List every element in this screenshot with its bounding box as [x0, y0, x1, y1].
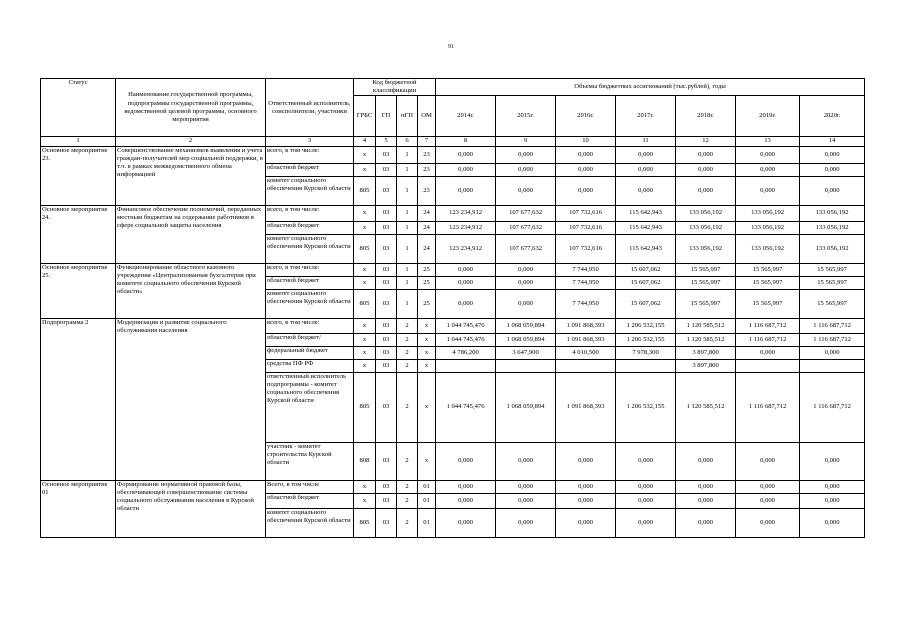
- amount-cell: 0,000: [436, 146, 496, 163]
- amount-cell: 0,000: [800, 493, 865, 508]
- amount-cell: [556, 359, 616, 372]
- amount-cell: 115 642,943: [616, 205, 676, 221]
- amount-cell: 15 607,062: [616, 276, 676, 289]
- amount-cell: 0,000: [496, 480, 556, 493]
- table-row: [41, 263, 865, 276]
- amount-cell: 0,000: [556, 163, 616, 176]
- amount-cell: 0,000: [616, 480, 676, 493]
- amount-cell: [736, 359, 800, 372]
- amount-cell: 1 120 585,512: [676, 333, 736, 346]
- responsible-cell: областной бюджет: [266, 163, 354, 176]
- program-name-cell: Финансовое обеспечение полномочий, переданных местным бюджетам на содержание работников в сфере социальной защиты населения: [116, 205, 266, 263]
- header-name: Наименование государственной программы, подпрограммы государственной программы, ведомственной целевой программы, основного мероприятия: [116, 79, 266, 137]
- responsible-cell: федеральный бюджет: [266, 346, 354, 359]
- pgp-cell: 2: [397, 442, 418, 480]
- amount-cell: 1 116 687,712: [800, 333, 865, 346]
- amount-cell: 0,000: [676, 508, 736, 537]
- pgp-cell: 1: [397, 205, 418, 221]
- pgp-cell: 1: [397, 276, 418, 289]
- pgp-cell: 2: [397, 493, 418, 508]
- grbs-cell: х: [354, 263, 376, 276]
- amount-cell: 7 744,950: [556, 276, 616, 289]
- gp-cell: 03: [376, 346, 397, 359]
- amount-cell: 15 607,062: [616, 289, 676, 318]
- status-cell: Основное мероприятие 23.: [41, 146, 116, 205]
- header-col-number: 13: [736, 137, 800, 146]
- amount-cell: 0,000: [556, 493, 616, 508]
- amount-cell: 0,000: [436, 480, 496, 493]
- amount-cell: 0,000: [676, 163, 736, 176]
- om-cell: 24: [418, 221, 436, 234]
- amount-cell: 0,000: [736, 163, 800, 176]
- table-row: [41, 480, 865, 493]
- amount-cell: 3 897,800: [676, 359, 736, 372]
- program-name-cell: Функционирование областного казенного учреждения «Централизованная бухгалтерия при комитете социального обеспечения Курской области»: [116, 263, 266, 318]
- om-cell: 23: [418, 176, 436, 205]
- amount-cell: 7 744,950: [556, 289, 616, 318]
- amount-cell: 0,000: [676, 442, 736, 480]
- grbs-cell: х: [354, 205, 376, 221]
- om-cell: 24: [418, 234, 436, 263]
- table-row: [41, 318, 865, 333]
- amount-cell: 1 044 745,476: [436, 333, 496, 346]
- amount-cell: 0,000: [616, 163, 676, 176]
- pgp-cell: 2: [397, 480, 418, 493]
- amount-cell: 133 056,192: [800, 205, 865, 221]
- header-col-number: 14: [800, 137, 865, 146]
- pgp-cell: 1: [397, 263, 418, 276]
- amount-cell: 0,000: [736, 493, 800, 508]
- header-col-number: 11: [616, 137, 676, 146]
- amount-cell: 1 206 532,155: [616, 333, 676, 346]
- budget-table: [40, 78, 865, 538]
- om-cell: 01: [418, 508, 436, 537]
- header-code-group: Код бюджетной классификации: [354, 79, 436, 96]
- amount-cell: 0,000: [616, 146, 676, 163]
- amount-cell: 133 056,192: [736, 205, 800, 221]
- amount-cell: 1 116 687,712: [736, 372, 800, 442]
- amount-cell: 0,000: [436, 176, 496, 205]
- gp-cell: 03: [376, 176, 397, 205]
- om-cell: 01: [418, 480, 436, 493]
- gp-cell: 03: [376, 333, 397, 346]
- header-code-col: ГРБС: [354, 96, 376, 137]
- om-cell: х: [418, 359, 436, 372]
- responsible-cell: всего, в том числе:: [266, 146, 354, 163]
- amount-cell: 0,000: [436, 263, 496, 276]
- amount-cell: 3 897,800: [676, 346, 736, 359]
- grbs-cell: 805: [354, 234, 376, 263]
- amount-cell: 0,000: [436, 276, 496, 289]
- grbs-cell: х: [354, 493, 376, 508]
- gp-cell: 03: [376, 318, 397, 333]
- om-cell: х: [418, 442, 436, 480]
- responsible-cell: ответственный исполнитель подпрограммы - комитет социального обеспечения Курской области: [266, 372, 354, 442]
- amount-cell: [616, 359, 676, 372]
- header-year: 2019г.: [736, 96, 800, 137]
- om-cell: 01: [418, 493, 436, 508]
- responsible-cell: всего, в том числе:: [266, 263, 354, 276]
- status-cell: Основное мероприятие 25.: [41, 263, 116, 318]
- pgp-cell: 1: [397, 234, 418, 263]
- amount-cell: 107 677,632: [496, 221, 556, 234]
- amount-cell: 0,000: [736, 146, 800, 163]
- program-name-cell: Модернизация и развитие социального обслуживания населения: [116, 318, 266, 480]
- amount-cell: 123 234,912: [436, 205, 496, 221]
- amount-cell: 0,000: [556, 146, 616, 163]
- amount-cell: 0,000: [676, 176, 736, 205]
- header-code-col: ОМ: [418, 96, 436, 137]
- amount-cell: 1 068 059,894: [496, 318, 556, 333]
- amount-cell: 1 091 868,393: [556, 333, 616, 346]
- page-number: 91: [448, 44, 454, 50]
- gp-cell: 03: [376, 372, 397, 442]
- amount-cell: 7 978,300: [616, 346, 676, 359]
- grbs-cell: 805: [354, 372, 376, 442]
- header-year: 2017г.: [616, 96, 676, 137]
- amount-cell: 0,000: [616, 442, 676, 480]
- amount-cell: 133 056,192: [800, 221, 865, 234]
- header-col-number: 3: [266, 137, 354, 146]
- amount-cell: 107 677,632: [496, 205, 556, 221]
- amount-cell: 115 642,943: [616, 234, 676, 263]
- om-cell: 25: [418, 263, 436, 276]
- header-col-number: 5: [376, 137, 397, 146]
- amount-cell: 0,000: [800, 480, 865, 493]
- pgp-cell: 1: [397, 289, 418, 318]
- grbs-cell: х: [354, 276, 376, 289]
- responsible-cell: всего, в том числе:: [266, 318, 354, 333]
- amount-cell: 0,000: [496, 176, 556, 205]
- grbs-cell: х: [354, 163, 376, 176]
- om-cell: 23: [418, 163, 436, 176]
- amount-cell: 0,000: [736, 480, 800, 493]
- om-cell: 25: [418, 276, 436, 289]
- amount-cell: 0,000: [616, 508, 676, 537]
- amount-cell: 107 732,616: [556, 234, 616, 263]
- amount-cell: 15 565,997: [736, 263, 800, 276]
- amount-cell: 1 091 868,393: [556, 318, 616, 333]
- amount-cell: 1 068 059,894: [496, 333, 556, 346]
- om-cell: 23: [418, 146, 436, 163]
- amount-cell: 1 068 059,894: [496, 372, 556, 442]
- header-volumes-group: Объемы бюджетных ассигнований (тыс.рублей), годы: [436, 79, 865, 96]
- amount-cell: 0,000: [496, 276, 556, 289]
- amount-cell: 0,000: [736, 508, 800, 537]
- status-cell: Основное мероприятие 24.: [41, 205, 116, 263]
- amount-cell: 0,000: [496, 263, 556, 276]
- amount-cell: 0,000: [496, 289, 556, 318]
- amount-cell: 0,000: [436, 493, 496, 508]
- gp-cell: 03: [376, 276, 397, 289]
- amount-cell: 1 116 687,712: [736, 318, 800, 333]
- header-col-number: 8: [436, 137, 496, 146]
- amount-cell: 0,000: [496, 493, 556, 508]
- amount-cell: 1 116 687,712: [736, 333, 800, 346]
- om-cell: 25: [418, 289, 436, 318]
- program-name-cell: Совершенствование механизмов выявления и учета граждан-получателей мер социальной поддержки, в т.ч. в рамках межведомственного обмена информацией: [116, 146, 266, 205]
- amount-cell: 0,000: [496, 146, 556, 163]
- amount-cell: 3 647,900: [496, 346, 556, 359]
- header-year: 2018г.: [676, 96, 736, 137]
- amount-cell: 0,000: [800, 146, 865, 163]
- amount-cell: 0,000: [436, 289, 496, 318]
- pgp-cell: 1: [397, 163, 418, 176]
- gp-cell: 03: [376, 359, 397, 372]
- amount-cell: 0,000: [676, 146, 736, 163]
- header-status: Статус: [41, 79, 116, 137]
- amount-cell: 0,000: [800, 442, 865, 480]
- responsible-cell: комитет социального обеспечения Курской области: [266, 508, 354, 537]
- amount-cell: [800, 359, 865, 372]
- grbs-cell: 805: [354, 176, 376, 205]
- responsible-cell: участник - комитет строительства Курской области: [266, 442, 354, 480]
- pgp-cell: 2: [397, 318, 418, 333]
- amount-cell: 115 642,943: [616, 221, 676, 234]
- grbs-cell: 808: [354, 442, 376, 480]
- gp-cell: 03: [376, 442, 397, 480]
- amount-cell: 0,000: [616, 493, 676, 508]
- responsible-cell: комитет социального обеспечения Курской области: [266, 234, 354, 263]
- header-col-number: 12: [676, 137, 736, 146]
- amount-cell: 1 044 745,476: [436, 318, 496, 333]
- om-cell: х: [418, 372, 436, 442]
- pgp-cell: 2: [397, 333, 418, 346]
- header-col-number: 6: [397, 137, 418, 146]
- amount-cell: 15 565,997: [800, 289, 865, 318]
- amount-cell: 15 565,997: [736, 289, 800, 318]
- responsible-cell: средства ПФ РФ: [266, 359, 354, 372]
- amount-cell: 0,000: [436, 442, 496, 480]
- gp-cell: 03: [376, 508, 397, 537]
- pgp-cell: 1: [397, 146, 418, 163]
- amount-cell: [496, 359, 556, 372]
- header-year: 2020г.: [800, 96, 865, 137]
- responsible-cell: Всего, в том числе: [266, 480, 354, 493]
- gp-cell: 03: [376, 493, 397, 508]
- gp-cell: 03: [376, 480, 397, 493]
- pgp-cell: 1: [397, 221, 418, 234]
- amount-cell: 0,000: [496, 442, 556, 480]
- amount-cell: [436, 359, 496, 372]
- responsible-cell: областной бюджет: [266, 221, 354, 234]
- amount-cell: 0,000: [800, 508, 865, 537]
- amount-cell: 15 565,997: [676, 276, 736, 289]
- pgp-cell: 2: [397, 359, 418, 372]
- amount-cell: 133 056,192: [736, 221, 800, 234]
- amount-cell: 1 044 745,476: [436, 372, 496, 442]
- responsible-cell: областной бюджет/: [266, 333, 354, 346]
- amount-cell: 133 056,192: [676, 221, 736, 234]
- amount-cell: 107 732,616: [556, 205, 616, 221]
- header-col-number: 7: [418, 137, 436, 146]
- gp-cell: 03: [376, 146, 397, 163]
- responsible-cell: комитет социального обеспечения Курской области: [266, 289, 354, 318]
- header-col-number: 4: [354, 137, 376, 146]
- amount-cell: 0,000: [556, 176, 616, 205]
- table-row: [41, 146, 865, 163]
- grbs-cell: х: [354, 359, 376, 372]
- amount-cell: 1 206 532,155: [616, 318, 676, 333]
- grbs-cell: х: [354, 333, 376, 346]
- amount-cell: 15 565,997: [800, 276, 865, 289]
- gp-cell: 03: [376, 221, 397, 234]
- amount-cell: 1 116 687,712: [800, 372, 865, 442]
- amount-cell: 133 056,192: [800, 234, 865, 263]
- amount-cell: 15 565,997: [736, 276, 800, 289]
- amount-cell: 123 234,912: [436, 234, 496, 263]
- amount-cell: 0,000: [736, 346, 800, 359]
- grbs-cell: х: [354, 480, 376, 493]
- grbs-cell: 805: [354, 289, 376, 318]
- amount-cell: 0,000: [800, 346, 865, 359]
- header-year: 2016г.: [556, 96, 616, 137]
- amount-cell: 1 116 687,712: [800, 318, 865, 333]
- header-col-number: 9: [496, 137, 556, 146]
- amount-cell: 15 565,997: [800, 263, 865, 276]
- amount-cell: 15 607,062: [616, 263, 676, 276]
- om-cell: 24: [418, 205, 436, 221]
- amount-cell: 4 786,200: [436, 346, 496, 359]
- amount-cell: 133 056,192: [736, 234, 800, 263]
- gp-cell: 03: [376, 234, 397, 263]
- amount-cell: 133 056,192: [676, 205, 736, 221]
- grbs-cell: х: [354, 318, 376, 333]
- responsible-cell: комитет социального обеспечения Курской области: [266, 176, 354, 205]
- om-cell: х: [418, 318, 436, 333]
- program-name-cell: Формирование нормативной правовой базы, обеспечивающей совершенствование системы социального обслуживания населения в Курской области: [116, 480, 266, 537]
- amount-cell: 0,000: [496, 163, 556, 176]
- gp-cell: 03: [376, 289, 397, 318]
- gp-cell: 03: [376, 263, 397, 276]
- status-cell: Основное мероприятие 01: [41, 480, 116, 537]
- amount-cell: 7 744,950: [556, 263, 616, 276]
- amount-cell: 0,000: [556, 442, 616, 480]
- table-body: [41, 146, 865, 537]
- grbs-cell: 805: [354, 508, 376, 537]
- amount-cell: 15 565,997: [676, 289, 736, 318]
- header-year: 2015г.: [496, 96, 556, 137]
- pgp-cell: 2: [397, 508, 418, 537]
- amount-cell: 0,000: [556, 480, 616, 493]
- amount-cell: 123 234,912: [436, 221, 496, 234]
- pgp-cell: 1: [397, 176, 418, 205]
- amount-cell: 0,000: [676, 480, 736, 493]
- om-cell: х: [418, 333, 436, 346]
- amount-cell: 0,000: [616, 176, 676, 205]
- header-code-col: ГП: [376, 96, 397, 137]
- amount-cell: 133 056,192: [676, 234, 736, 263]
- header-year: 2014г.: [436, 96, 496, 137]
- amount-cell: 1 120 585,512: [676, 318, 736, 333]
- table-row: [41, 205, 865, 221]
- responsible-cell: областной бюджет: [266, 276, 354, 289]
- amount-cell: 107 677,632: [496, 234, 556, 263]
- amount-cell: 0,000: [436, 163, 496, 176]
- header-col-number: 10: [556, 137, 616, 146]
- amount-cell: 4 010,500: [556, 346, 616, 359]
- amount-cell: 107 732,616: [556, 221, 616, 234]
- header-col-number: 1: [41, 137, 116, 146]
- grbs-cell: х: [354, 346, 376, 359]
- table-header: [41, 79, 865, 147]
- amount-cell: 0,000: [496, 508, 556, 537]
- responsible-cell: всего, в том числе:: [266, 205, 354, 221]
- pgp-cell: 2: [397, 372, 418, 442]
- pgp-cell: 2: [397, 346, 418, 359]
- amount-cell: 0,000: [736, 176, 800, 205]
- om-cell: х: [418, 346, 436, 359]
- gp-cell: 03: [376, 163, 397, 176]
- amount-cell: 0,000: [556, 508, 616, 537]
- amount-cell: 0,000: [436, 508, 496, 537]
- amount-cell: 0,000: [800, 163, 865, 176]
- status-cell: Подпрограмма 2: [41, 318, 116, 480]
- grbs-cell: х: [354, 221, 376, 234]
- amount-cell: 1 120 585,512: [676, 372, 736, 442]
- header-col-number: 2: [116, 137, 266, 146]
- amount-cell: 0,000: [736, 442, 800, 480]
- grbs-cell: х: [354, 146, 376, 163]
- amount-cell: 0,000: [676, 493, 736, 508]
- amount-cell: 15 565,997: [676, 263, 736, 276]
- header-code-col: пГП: [397, 96, 418, 137]
- header-responsible: Ответственный исполнитель, соисполнители, участники: [266, 79, 354, 137]
- gp-cell: 03: [376, 205, 397, 221]
- amount-cell: 0,000: [800, 176, 865, 205]
- responsible-cell: областной бюджет: [266, 493, 354, 508]
- amount-cell: 1 206 532,155: [616, 372, 676, 442]
- amount-cell: 1 091 868,393: [556, 372, 616, 442]
